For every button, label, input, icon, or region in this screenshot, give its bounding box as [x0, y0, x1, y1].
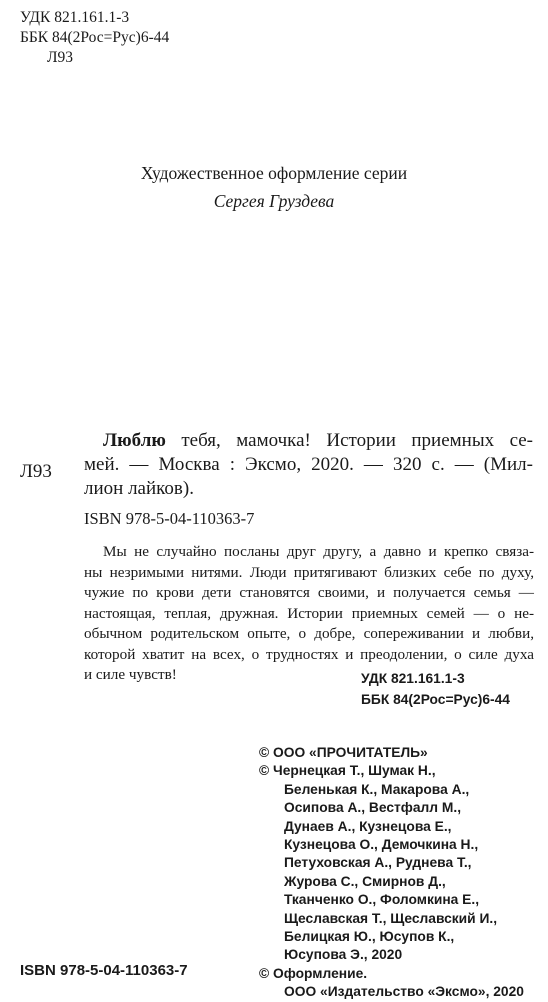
- biblio-line-2: мей. — Москва : Эксмо, 2020. — 320 с. — (Мил-: [84, 454, 533, 475]
- bottom-classification-codes: [361, 668, 510, 710]
- biblio-line-1-rest: тебя, мамочка! Истории приемных се-: [181, 430, 534, 451]
- copyright-line: Журова С., Смирнов Д.,: [284, 873, 446, 889]
- annotation-line: и силе чувств!: [84, 666, 177, 683]
- copyright-line: Кузнецова О., Демочкина Н.,: [284, 837, 479, 853]
- copyright-line: © ООО «ПРОЧИТАТЕЛЬ»: [259, 745, 428, 760]
- isbn-record: ISBN 978-5-04-110363-7: [84, 509, 255, 528]
- biblio-line-3: лион лайков).: [84, 478, 194, 499]
- biblio-title-word: Люблю: [103, 430, 166, 451]
- annotation-line: ны незримыми нитями. Люди притягивают близких себе по духу,: [84, 563, 534, 581]
- copyright-line: Белицкая Ю., Юсупов К.,: [284, 929, 455, 945]
- udk-code: УДК 821.161.1-3: [20, 9, 130, 26]
- bbk-code: ББК 84(2Рос=Рус)6-44: [361, 692, 510, 707]
- author-sign-code: Л93: [47, 49, 74, 66]
- annotation-line: Мы не случайно посланы друг другу, а давно и крепко связа-: [103, 543, 534, 560]
- biblio-line-1: [103, 429, 533, 453]
- copyright-line: Осипова А., Вестфалл М.,: [284, 800, 462, 816]
- designer-name: Сергея Груздева: [213, 191, 335, 211]
- annotation-line: которой хватит на всех, о трудностях и преодолении, о силе духа: [84, 645, 534, 663]
- author-mark: Л93: [20, 461, 52, 482]
- copyright-line: ООО «Издательство «Эксмо», 2020: [284, 984, 524, 1000]
- copyright-block: [259, 744, 524, 1002]
- annotation-line: чужие по крови дети становятся своими, и получается семья —: [84, 584, 534, 601]
- annotation: [84, 542, 534, 686]
- design-credit-line: Художественное оформление серии: [140, 163, 408, 183]
- copyright-line: Юсупова Э., 2020: [284, 947, 403, 963]
- top-classification-codes: [20, 8, 169, 68]
- copyright-line: © Чернецкая Т., Шумак Н.,: [259, 763, 436, 779]
- annotation-line: обычном родительском опыте, о добре, сопереживании и любви,: [84, 625, 534, 642]
- copyright-line: Дунаев А., Кузнецова Е.,: [284, 818, 452, 834]
- copyright-line: Петуховская А., Руднева Т.,: [284, 855, 472, 871]
- copyright-line: Тканченко О., Фоломкина Е.,: [284, 892, 480, 908]
- udk-code: УДК 821.161.1-3: [361, 671, 465, 686]
- annotation-line: настоящая, теплая, дружная. Истории приемных семей — о не-: [84, 604, 534, 622]
- bibliographic-record: [84, 429, 534, 501]
- copyright-line: © Оформление.: [259, 965, 368, 981]
- isbn-footer: ISBN 978-5-04-110363-7: [20, 962, 188, 979]
- copyright-line: Щеславская Т., Щеславский И.,: [284, 910, 498, 926]
- bbk-code: ББК 84(2Рос=Рус)6-44: [20, 29, 170, 46]
- copyright-line: Беленькая К., Макарова А.,: [284, 781, 470, 797]
